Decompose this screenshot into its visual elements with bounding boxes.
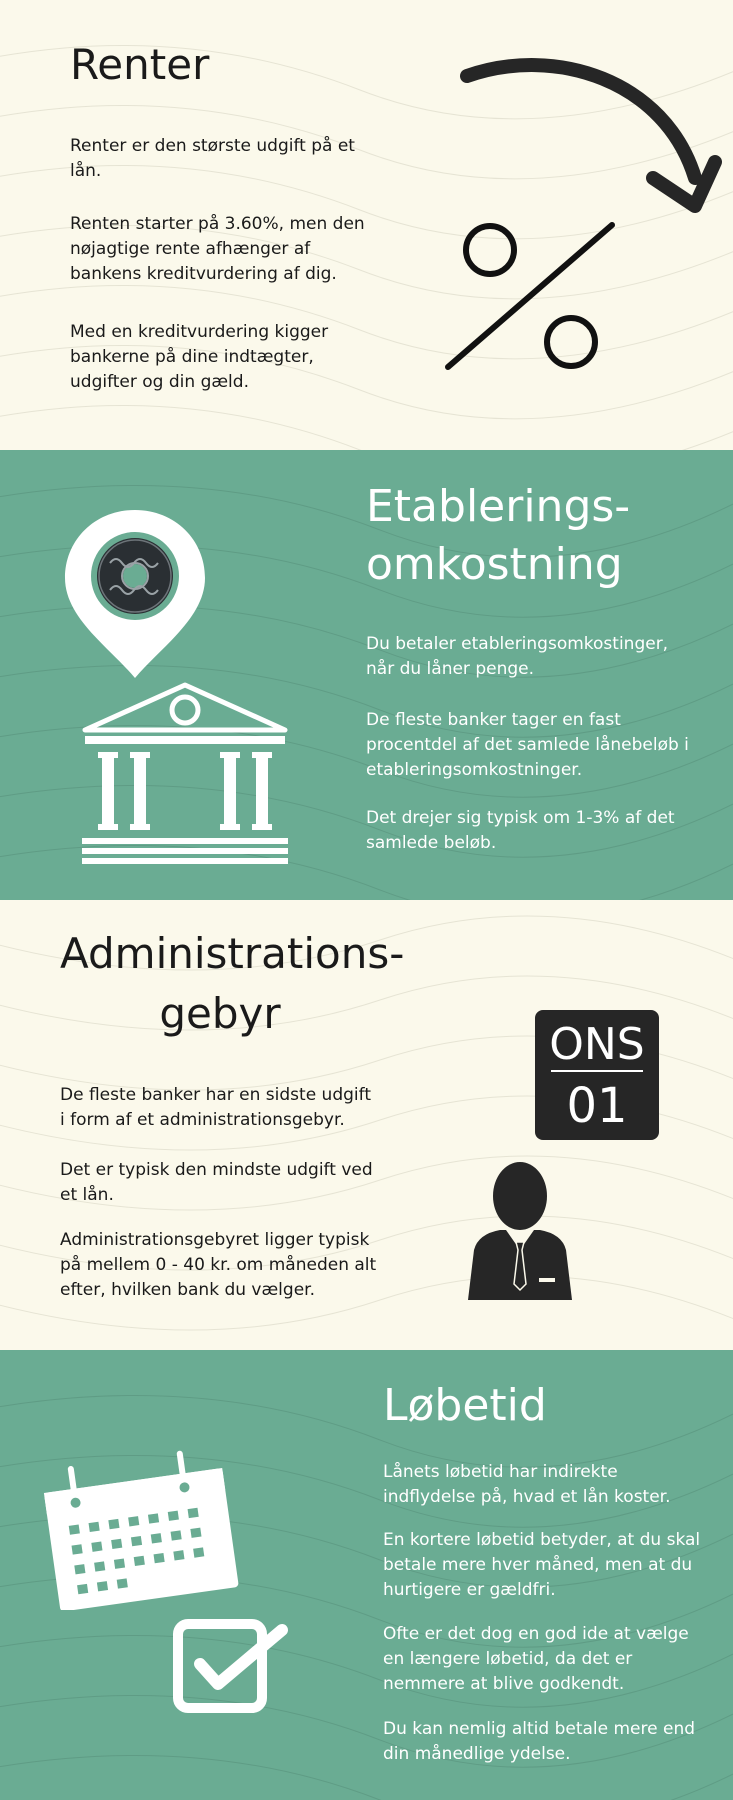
administration-paragraph-3: Administrationsgebyret ligger typisk på mellem 0 - 40 kr. om måneden alt efter, hvilken bank du vælger. (60, 1230, 377, 1300)
percent-icon (440, 215, 630, 375)
etablering-paragraph-3: Det drejer sig typisk om 1-3% af det samlede beløb. (366, 808, 675, 853)
page-title-administration (60, 924, 405, 1044)
lobetid-paragraph-2: En kortere løbetid betyder, at du skal betale mere hver måned, men at du hurtigere er gældfri. (383, 1530, 701, 1600)
calendar-date: 01 (566, 1078, 628, 1134)
title-line-1: Etablerings- (366, 481, 631, 532)
curved-arrow-icon (455, 50, 733, 220)
coin-icon (97, 538, 173, 614)
section-renter (0, 0, 733, 450)
lobetid-paragraph-1: Lånets løbetid har indirekte indflydelse på, hvad et lån koster. (383, 1462, 671, 1507)
title-line-2: omkostning (366, 539, 623, 590)
title-line-2: gebyr (159, 989, 281, 1038)
section-administration (0, 900, 733, 1350)
administration-paragraph-1: De fleste banker har en sidste udgift i form af et administrationsgebyr. (60, 1085, 371, 1130)
section-lobetid (0, 1350, 733, 1800)
page-title-lobetid: Løbetid (383, 1380, 547, 1431)
checkbox-icon (172, 1612, 292, 1722)
administration-paragraph-2: Det er typisk den mindste udgift ved et lån. (60, 1160, 373, 1205)
renter-paragraph-1: Renter er den største udgift på et lån. (70, 136, 355, 181)
calendar-day: ONS (549, 1019, 645, 1070)
etablering-paragraph-2: De fleste banker tager en fast procentdel af det samlede lånebeløb i etableringsomkostninger. (366, 710, 689, 780)
calendar-badge-icon (535, 1010, 659, 1140)
lobetid-paragraph-3: Ofte er det dog en god ide at vælge en længere løbetid, da det er nemmere at blive godkendt. (383, 1624, 689, 1694)
page-title-renter: Renter (70, 40, 210, 89)
section-etablering (0, 450, 733, 900)
bank-building-icon (80, 680, 290, 870)
renter-paragraph-3: Med en kreditvurdering kigger bankerne på dine indtægter, udgifter og din gæld. (70, 322, 329, 392)
title-line-1: Administrations- (60, 929, 405, 978)
page-title-etablering (366, 478, 630, 594)
businessman-icon (460, 1158, 580, 1300)
location-pin-icon (60, 508, 210, 683)
renter-paragraph-2: Renten starter på 3.60%, men den nøjagtige rente afhænger af bankens kreditvurdering af dig. (70, 214, 365, 284)
etablering-paragraph-1: Du betaler etableringsomkostinger, når du låner penge. (366, 634, 669, 679)
calendar-icon (40, 1450, 240, 1610)
lobetid-paragraph-4: Du kan nemlig altid betale mere end din månedlige ydelse. (383, 1719, 696, 1764)
calendar-divider (551, 1070, 643, 1072)
